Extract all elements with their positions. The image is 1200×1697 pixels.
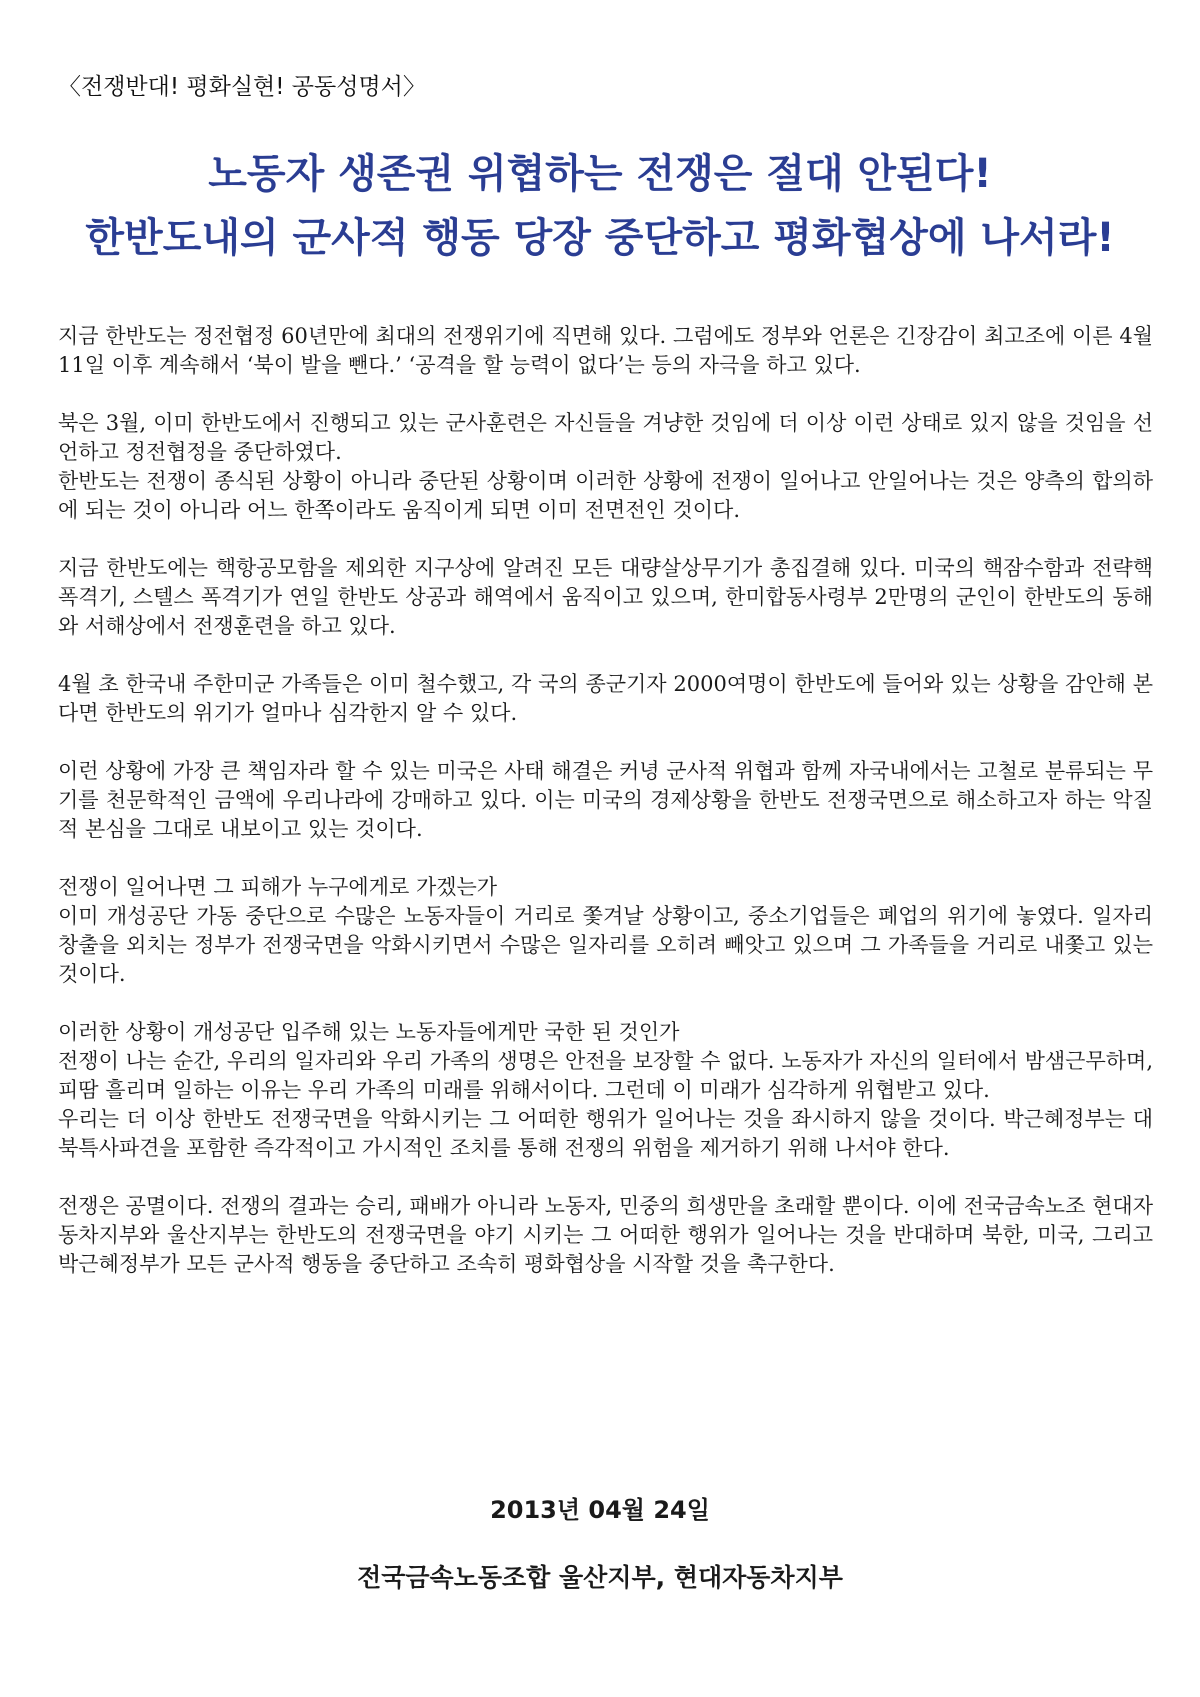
paragraph-text: 한반도는 전쟁이 종식된 상황이 아니라 중단된 상황이며 이러한 상황에 전쟁이 일어나고 안일어나는 것은 양측의 합의하에 되는 것이 아니라 어느 한쪽이라도 움직이게 되면 이미 전면전인 것이다.: [58, 469, 1153, 522]
paragraph-text: 지금 한반도는 정전협정 60년만에 최대의 전쟁위기에 직면해 있다. 그럼에도 정부와 언론은 긴장감이 최고조에 이른 4월 11일 이후 계속해서 ‘북이 발을 뺀다.’ ‘공격을 할 능력이 없다’는 등의 자극을 하고 있다.: [58, 324, 1153, 377]
headline-line-1: 노동자 생존권 위협하는 전쟁은 절대 안된다!: [208, 151, 992, 197]
paragraph-text: 이런 상황에 가장 큰 책임자라 할 수 있는 미국은 사태 해결은 커녕 군사적 위협과 함께 자국내에서는 고철로 분류되는 무기를 천문학적인 금액에 우리나라에 강매하고 있다. 이는 미국의 경제상황을 한반도 전쟁국면으로 해소하고자 하는 악질적 본심을 그대로 내보이고 있는 것이다.: [58, 759, 1153, 841]
paragraph-text: 지금 한반도에는 핵항공모함을 제외한 지구상에 알려진 모든 대량살상무기가 총집결해 있다. 미국의 핵잠수함과 전략핵폭격기, 스텔스 폭격기가 연일 한반도 상공과 해역에서 움직이고 있으며, 한미합동사령부 2만명의 군인이 한반도의 동해와 서해상에서 전쟁훈련을 하고 있다.: [58, 556, 1153, 638]
statement-label: 〈전쟁반대! 평화실현! 공동성명서〉: [58, 74, 426, 100]
paragraph: [58, 757, 1153, 844]
paragraph-text: 이러한 상황이 개성공단 입주해 있는 노동자들에게만 국한 된 것인가: [58, 1020, 680, 1044]
headline: [0, 142, 1200, 270]
paragraph: [58, 1018, 1153, 1163]
paragraph-text: 전쟁이 일어나면 그 피해가 누구에게로 가겠는가: [58, 875, 498, 899]
statement-body: [58, 322, 1153, 1308]
paragraph-text: 우리는 더 이상 한반도 전쟁국면을 악화시키는 그 어떠한 행위가 일어나는 것을 좌시하지 않을 것이다. 박근혜정부는 대북특사파견을 포함한 즉각적이고 가시적인 조치를 통해 전쟁의 위험을 제거하기 위해 나서야 한다.: [58, 1107, 1153, 1160]
headline-line-2: 한반도내의 군사적 행동 당장 중단하고 평화협상에 나서라!: [85, 215, 1115, 261]
paragraph: [58, 670, 1153, 728]
statement-signer: 전국금속노동조합 울산지부, 현대자동차지부: [357, 1563, 843, 1592]
paragraph-text: 이미 개성공단 가동 중단으로 수많은 노동자들이 거리로 쫓겨날 상황이고, 중소기업들은 폐업의 위기에 놓였다. 일자리 창출을 외치는 정부가 전쟁국면을 악화시키면서 수많은 일자리를 오히려 빼앗고 있으며 그 가족들을 거리로 내쫓고 있는 것이다.: [58, 904, 1153, 986]
paragraph-text: 전쟁이 나는 순간, 우리의 일자리와 우리 가족의 생명은 안전을 보장할 수 없다. 노동자가 자신의 일터에서 밤샘근무하며, 피땀 흘리며 일하는 이유는 우리 가족의 미래를 위해서이다. 그런데 이 미래가 심각하게 위협받고 있다.: [58, 1049, 1153, 1102]
paragraph-text: 북은 3월, 이미 한반도에서 진행되고 있는 군사훈련은 자신들을 겨냥한 것임에 더 이상 이런 상태로 있지 않을 것임을 선언하고 정전협정을 중단하였다.: [58, 411, 1153, 464]
paragraph-text: 4월 초 한국내 주한미군 가족들은 이미 철수했고, 각 국의 종군기자 2000여명이 한반도에 들어와 있는 상황을 감안해 본다면 한반도의 위기가 얼마나 심각한지 알 수 있다.: [58, 672, 1153, 725]
paragraph-text: 전쟁은 공멸이다. 전쟁의 결과는 승리, 패배가 아니라 노동자, 민중의 희생만을 초래할 뿐이다. 이에 전국금속노조 현대자동차지부와 울산지부는 한반도의 전쟁국면을 야기 시키는 그 어떠한 행위가 일어나는 것을 반대하며 북한, 미국, 그리고 박근혜정부가 모든 군사적 행동을 중단하고 조속히 평화협상을 시작할 것을 촉구한다.: [58, 1194, 1153, 1276]
paragraph: [58, 554, 1153, 641]
statement-date: 2013년 04월 24일: [490, 1496, 710, 1524]
paragraph: [58, 409, 1153, 525]
paragraph: [58, 873, 1153, 989]
paragraph: [58, 1192, 1153, 1279]
paragraph: [58, 322, 1153, 380]
